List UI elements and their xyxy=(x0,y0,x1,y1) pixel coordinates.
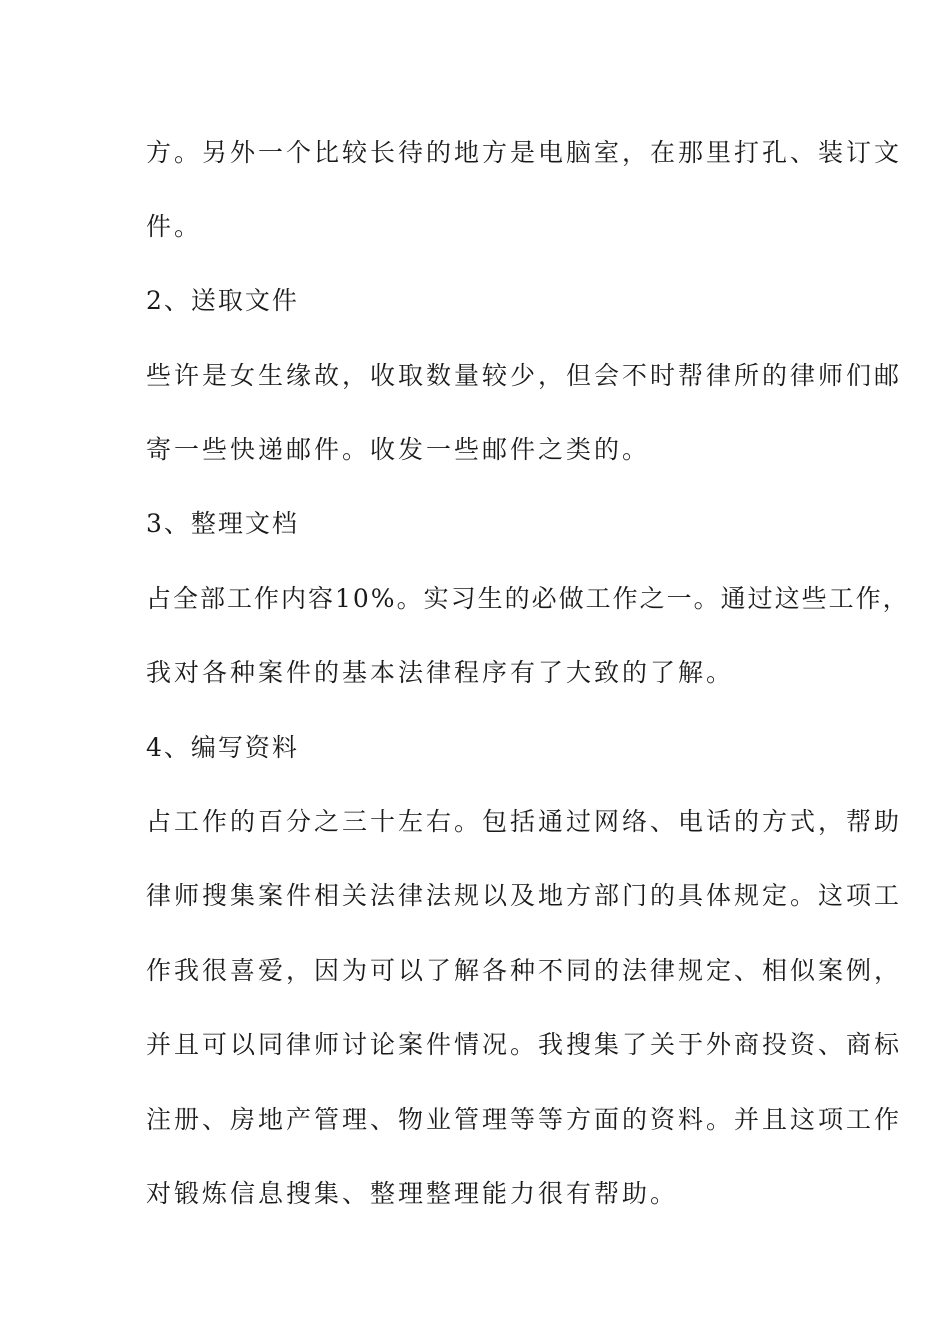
paragraph-line: 占全部工作内容10%。实习生的必做工作之一。通过这些工作， xyxy=(146,584,910,613)
paragraph-line: 件。 xyxy=(146,212,203,241)
paragraph-line: 并且可以同律师讨论案件情况。我搜集了关于外商投资、商标 xyxy=(146,1030,903,1059)
paragraph-line: 占工作的百分之三十左右。包括通过网络、电话的方式，帮助 xyxy=(146,807,903,836)
paragraph-line: 作我很喜爱，因为可以了解各种不同的法律规定、相似案例， xyxy=(146,956,903,985)
section-heading-2: 2、送取文件 xyxy=(146,286,299,315)
section-heading-4: 4、编写资料 xyxy=(146,733,299,762)
paragraph-line: 方。另外一个比较长待的地方是电脑室，在那里打孔、装订文 xyxy=(146,138,903,167)
paragraph-line: 寄一些快递邮件。收发一些邮件之类的。 xyxy=(146,435,651,464)
paragraph-line: 注册、房地产管理、物业管理等等方面的资料。并且这项工作 xyxy=(146,1105,903,1134)
paragraph-line: 我对各种案件的基本法律程序有了大致的了解。 xyxy=(146,658,735,687)
paragraph-line: 律师搜集案件相关法律法规以及地方部门的具体规定。这项工 xyxy=(146,881,903,910)
section-heading-3: 3、整理文档 xyxy=(146,509,299,538)
paragraph-line: 些许是女生缘故，收取数量较少，但会不时帮律所的律师们邮 xyxy=(146,361,903,390)
paragraph-line: 对锻炼信息搜集、整理整理能力很有帮助。 xyxy=(146,1179,679,1208)
